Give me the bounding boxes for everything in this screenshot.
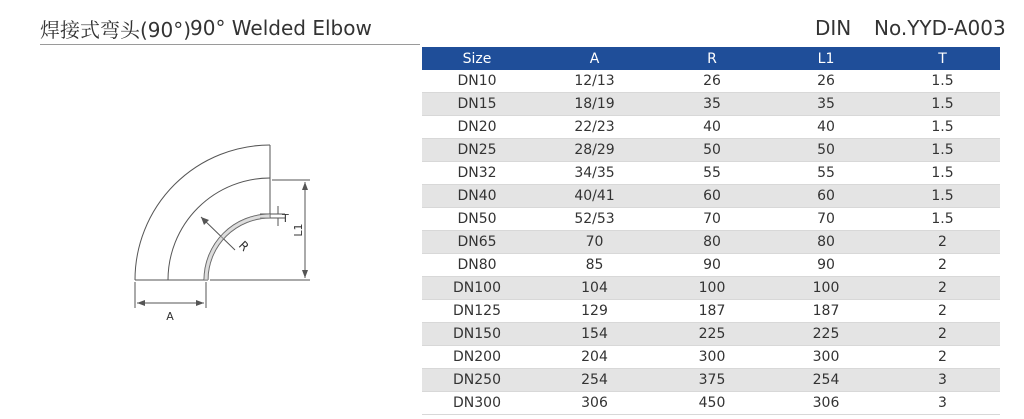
cell-size: DN100 [422,277,532,300]
table-row [422,323,1000,346]
cell-r: 375 [657,369,767,392]
cell-size: DN300 [422,392,532,415]
cell-r: 450 [657,392,767,415]
dimensions-table [422,47,1000,415]
cell-l1: 35 [767,93,885,116]
elbow-inner-arc [168,178,270,280]
cell-size: DN65 [422,231,532,254]
r-label: R [235,238,252,255]
cell-t: 3 [885,392,1000,415]
table-row [422,231,1000,254]
cell-t: 2 [885,231,1000,254]
cell-size: DN50 [422,208,532,231]
cell-a: 254 [532,369,657,392]
title-english: 90° Welded Elbow [190,16,372,40]
elbow-diagram [110,130,330,330]
table-row [422,254,1000,277]
table-header-row [422,47,1000,70]
product-code: No.YYD-A003 [874,16,1006,40]
cell-size: DN10 [422,70,532,93]
cell-t: 1.5 [885,116,1000,139]
cell-l1: 300 [767,346,885,369]
cell-l1: 70 [767,208,885,231]
cell-size: DN32 [422,162,532,185]
cell-r: 100 [657,277,767,300]
cell-a: 52/53 [532,208,657,231]
cell-t: 1.5 [885,208,1000,231]
cell-r: 187 [657,300,767,323]
cell-l1: 225 [767,323,885,346]
cell-a: 40/41 [532,185,657,208]
cell-r: 40 [657,116,767,139]
cell-l1: 100 [767,277,885,300]
cell-t: 2 [885,323,1000,346]
elbow-outer-arc [135,145,270,280]
table-row [422,162,1000,185]
cell-r: 90 [657,254,767,277]
cell-size: DN40 [422,185,532,208]
cell-r: 60 [657,185,767,208]
cell-l1: 187 [767,300,885,323]
cell-t: 1.5 [885,185,1000,208]
cell-l1: 306 [767,392,885,415]
cell-r: 70 [657,208,767,231]
cell-t: 3 [885,369,1000,392]
cell-a: 18/19 [532,93,657,116]
cell-r: 35 [657,93,767,116]
cell-a: 129 [532,300,657,323]
table-row [422,93,1000,116]
l1-label: L1 [292,223,305,237]
cell-l1: 254 [767,369,885,392]
t-label: T [282,212,289,225]
cell-size: DN150 [422,323,532,346]
cell-size: DN20 [422,116,532,139]
cell-a: 85 [532,254,657,277]
title-chinese: 焊接式弯头(90°) [40,18,192,42]
header-l1: L1 [767,47,885,70]
cell-a: 204 [532,346,657,369]
table-row [422,139,1000,162]
cell-t: 1.5 [885,93,1000,116]
cell-l1: 60 [767,185,885,208]
cell-a: 28/29 [532,139,657,162]
cell-r: 50 [657,139,767,162]
cell-size: DN80 [422,254,532,277]
standard-label: DIN [815,16,852,40]
header-t: T [885,47,1000,70]
table-row [422,208,1000,231]
cell-size: DN200 [422,346,532,369]
table-row [422,300,1000,323]
cell-r: 55 [657,162,767,185]
cell-l1: 26 [767,70,885,93]
header-r: R [657,47,767,70]
cell-size: DN25 [422,139,532,162]
cell-t: 2 [885,254,1000,277]
cell-l1: 50 [767,139,885,162]
cell-t: 2 [885,346,1000,369]
table-row [422,277,1000,300]
cell-r: 225 [657,323,767,346]
table-row [422,346,1000,369]
cell-a: 306 [532,392,657,415]
cell-r: 26 [657,70,767,93]
cell-a: 12/13 [532,70,657,93]
cell-a: 22/23 [532,116,657,139]
header-a: A [532,47,657,70]
cell-t: 1.5 [885,70,1000,93]
cell-size: DN125 [422,300,532,323]
cell-a: 70 [532,231,657,254]
table-row [422,116,1000,139]
a-label: A [166,310,174,323]
cell-size: DN15 [422,93,532,116]
cell-a: 154 [532,323,657,346]
cell-l1: 40 [767,116,885,139]
cell-size: DN250 [422,369,532,392]
cell-l1: 55 [767,162,885,185]
cell-a: 34/35 [532,162,657,185]
cell-t: 2 [885,300,1000,323]
cell-t: 1.5 [885,162,1000,185]
cell-l1: 80 [767,231,885,254]
table-row [422,392,1000,415]
cell-r: 300 [657,346,767,369]
table-row [422,70,1000,93]
header-divider [40,44,420,45]
cell-l1: 90 [767,254,885,277]
cell-t: 1.5 [885,139,1000,162]
table-row [422,185,1000,208]
cell-r: 80 [657,231,767,254]
cell-a: 104 [532,277,657,300]
cell-t: 2 [885,277,1000,300]
header-size: Size [422,47,532,70]
table-row [422,369,1000,392]
